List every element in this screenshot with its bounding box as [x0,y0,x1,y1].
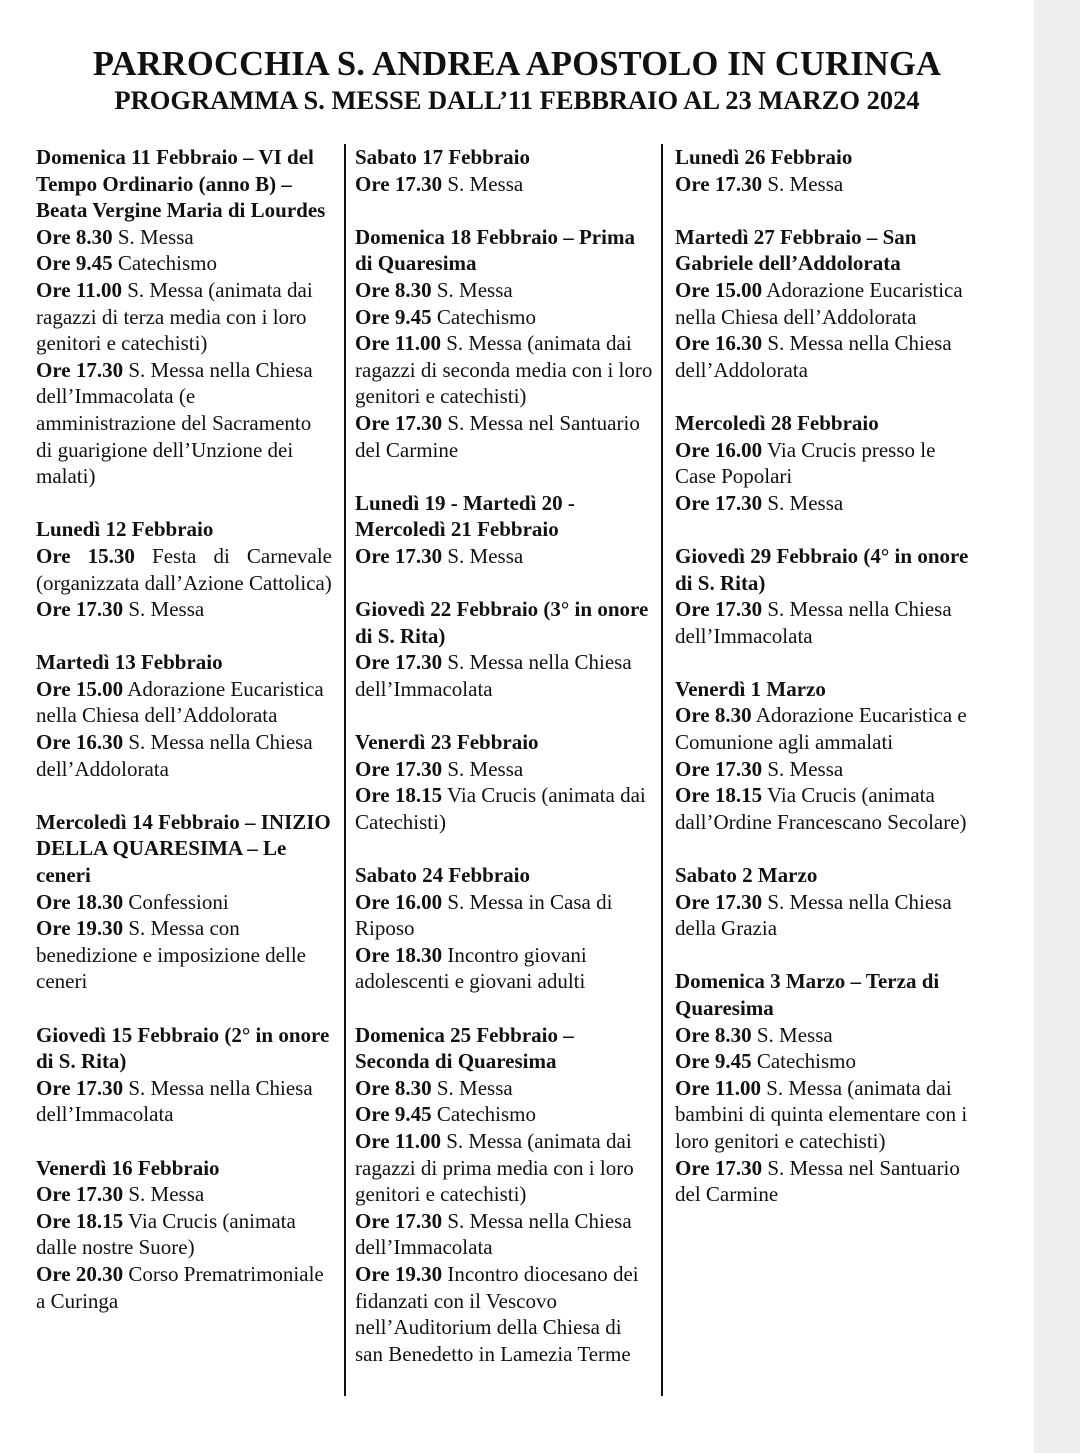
entry-line [675,596,975,649]
entry-line [36,889,332,916]
entry-description: Via Crucis (animata dall’Ordine Francescano Secolare) [675,783,967,834]
entry-description: Catechismo [431,304,537,329]
entry-line [355,1208,653,1261]
schedule-entry [355,224,653,463]
schedule-column-1 [36,144,332,1341]
schedule-entry [675,968,975,1207]
entry-time: Ore 19.30 [36,916,124,941]
entry-time: Ore 8.30 [355,277,432,302]
schedule-entry [675,224,975,384]
entry-time: Ore 9.45 [36,251,113,276]
entry-line [36,1261,332,1314]
entry-day-heading: Sabato 24 Febbraio [355,863,531,888]
entry-day-heading: Domenica 25 Febbraio – Seconda di Quaresima [355,1022,574,1074]
entry-time: Ore 9.45 [675,1049,752,1074]
entry-day-heading: Domenica 3 Marzo – Terza di Quaresima [675,969,940,1020]
entry-description: Adorazione Eucaristica e Comunione agli ammalati [675,703,967,755]
entry-day-heading: Domenica 11 Febbraio – VI del Tempo Ordinario (anno B) – Beata Vergine Maria di Lourdes [36,145,326,223]
schedule-entry [355,729,653,835]
schedule-entry [355,596,653,702]
schedule-column-3 [675,144,975,1234]
entry-description: Adorazione Eucaristica nella Chiesa dell’Addolorata [36,676,324,728]
entry-line [675,782,975,835]
entry-time: Ore 17.30 [355,410,443,435]
entry-day-heading: Mercoledì 28 Febbraio [675,410,879,435]
schedule-column-2 [355,144,653,1394]
entry-description: S. Messa nel Santuario del Carmine [355,410,640,462]
schedule-entry [355,862,653,995]
entry-line [675,437,975,490]
entry-line [675,889,975,942]
entry-line [355,410,653,463]
document-header [0,44,1034,116]
entry-day-heading: Martedì 13 Febbraio [36,650,223,675]
entry-time: Ore 17.30 [675,490,763,515]
entry-description: Catechismo [431,1102,537,1127]
entry-description: S. Messa [431,277,513,302]
entry-line [355,277,653,304]
entry-time: Ore 18.15 [675,783,763,808]
entry-day-heading: Venerdì 16 Febbraio [36,1155,220,1180]
schedule-entry [36,809,332,995]
entry-time: Ore 17.30 [675,889,763,914]
entry-time: Ore 17.30 [36,1075,124,1100]
column-divider [661,144,663,1396]
entry-description: S. Messa (animata dai ragazzi di seconda media con i loro genitori e catechisti) [355,331,653,409]
entry-line [36,596,332,623]
entry-day-heading: Sabato 2 Marzo [675,863,818,888]
entry-description: S. Messa [762,490,844,515]
entry-description: S. Messa nella Chiesa dell’Immacolata [355,650,632,701]
entry-description: S. Messa in Casa di Riposo [355,889,613,941]
entry-day-heading: Venerdì 1 Marzo [675,676,826,701]
entry-description: S. Messa (animata dai ragazzi di prima media con i loro genitori e catechisti) [355,1128,634,1207]
entry-time: Ore 17.30 [355,650,443,675]
entry-day-heading: Sabato 17 Febbraio [355,145,531,169]
entry-description: S. Messa nella Chiesa dell’Immacolata [675,597,952,648]
entry-description: Via Crucis presso le Case Popolari [675,437,936,489]
entry-time: Ore 11.00 [675,1075,761,1100]
entry-line [355,782,653,835]
entry-description: S. Messa (animata dai ragazzi di terza media con i loro genitori e catechisti) [36,277,313,356]
schedule-entry [355,490,653,570]
entry-day-heading: Giovedì 29 Febbraio (4° in onore di S. Rita) [675,543,969,595]
entry-day-heading: Lunedì 12 Febbraio [36,517,214,542]
entry-line [675,756,975,783]
entry-line [355,1128,653,1208]
entry-time: Ore 17.30 [675,597,763,622]
entry-description: Festa di Carnevale (organizzata dall’Azione Cattolica) [36,543,332,595]
parish-title: PARROCCHIA S. ANDREA APOSTOLO IN CURINGA [92,45,942,83]
entry-time: Ore 17.30 [355,756,443,781]
entry-day-heading: Venerdì 23 Febbraio [355,730,539,755]
schedule-entry [36,144,332,490]
entry-line [36,357,332,490]
entry-line [355,1075,653,1102]
entry-description: S. Messa nella Chiesa dell’Addolorata [36,730,313,781]
entry-line [36,676,332,729]
program-subtitle: PROGRAMMA S. MESSE DALL’11 FEBBRAIO AL 23 MARZO 2024 [114,85,920,115]
entry-time: Ore 16.30 [36,730,124,755]
entry-line [355,889,653,942]
entry-time: Ore 11.00 [36,277,122,302]
entry-day-heading: Lunedì 19 - Martedì 20 - Mercoledì 21 Febbraio [355,490,575,542]
schedule-entry [675,676,975,836]
schedule-entry [36,516,332,622]
entry-description: S. Messa [442,543,524,568]
entry-description: S. Messa nella Chiesa dell’Immacolata [36,1075,313,1127]
entry-description: Via Crucis (animata dai Catechisti) [355,783,646,834]
entry-description: S. Messa [442,756,524,781]
entry-time: Ore 9.45 [355,304,432,329]
entry-time: Ore 15.00 [675,277,763,302]
entry-day-heading: Giovedì 15 Febbraio (2° in onore di S. Rita) [36,1022,330,1074]
entry-time: Ore 18.30 [36,889,124,914]
entry-description: S. Messa [112,224,194,249]
entry-line [675,1048,975,1075]
entry-day-heading: Giovedì 22 Febbraio (3° in onore di S. Rita) [355,597,649,648]
entry-day-heading: Martedì 27 Febbraio – San Gabriele dell’Addolorata [675,224,917,276]
entry-description: Via Crucis (animata dalle nostre Suore) [36,1208,296,1260]
entry-line [36,1181,332,1208]
entry-description: S. Messa (animata dai bambini di quinta elementare con i loro genitori e catechisti) [675,1075,968,1153]
schedule-entry [675,862,975,942]
entry-day-heading: Mercoledì 14 Febbraio – INIZIO DELLA QUARESIMA – Le ceneri [36,809,331,888]
schedule-entry [675,543,975,649]
entry-line [675,277,975,330]
entry-time: Ore 17.30 [36,1182,124,1207]
entry-description: Incontro diocesano dei fidanzati con il Vescovo nell’Auditorium della Chiesa di san Benedetto in Lamezia Terme [355,1261,639,1366]
entry-description: S. Messa [123,597,205,622]
entry-description: Confessioni [123,889,229,914]
entry-line [36,915,332,995]
entry-line [355,1101,653,1128]
schedule-entry [36,1155,332,1315]
entry-time: Ore 17.30 [675,756,763,781]
entry-description: S. Messa nella Chiesa dell’Immacolata [355,1208,632,1260]
entry-description: S. Messa [751,1022,833,1047]
entry-description: S. Messa [431,1075,513,1100]
entry-day-heading: Domenica 18 Febbraio – Prima di Quaresima [355,224,635,276]
entry-description: Catechismo [751,1049,857,1074]
entry-line [36,1075,332,1128]
entry-line [36,543,332,596]
entry-time: Ore 18.15 [355,783,443,808]
column-divider [344,144,346,1396]
page-margin-strip [1034,0,1080,1453]
entry-time: Ore 17.30 [36,357,124,382]
entry-line [675,1075,975,1155]
entry-time: Ore 8.30 [355,1075,432,1100]
entry-time: Ore 16.00 [355,889,443,914]
entry-time: Ore 17.30 [355,543,443,568]
entry-time: Ore 19.30 [355,1261,443,1286]
schedule-entry [36,649,332,782]
entry-line [355,942,653,995]
entry-time: Ore 15.00 [36,676,124,701]
entry-line [675,490,975,517]
entry-time: Ore 17.30 [675,1155,763,1180]
entry-description: S. Messa con benedizione e imposizione delle ceneri [36,916,306,994]
schedule-entry [675,144,975,197]
entry-description: S. Messa nella Chiesa dell’Addolorata [675,331,952,382]
schedule-entry [355,1022,653,1368]
entry-description: S. Messa nella Chiesa della Grazia [675,889,952,941]
entry-description: Corso Prematrimoniale a Curinga [36,1261,324,1313]
entry-line [355,1261,653,1367]
entry-line [675,1022,975,1049]
entry-time: Ore 20.30 [36,1261,124,1286]
entry-description: Catechismo [112,251,218,276]
schedule-entry [675,410,975,516]
entry-time: Ore 16.30 [675,331,763,356]
entry-line [675,171,975,198]
entry-time: Ore 11.00 [355,1128,441,1153]
entry-time: Ore 17.30 [355,1208,443,1233]
entry-time: Ore 17.30 [675,171,763,196]
entry-line [355,543,653,570]
entry-time: Ore 18.30 [355,942,443,967]
entry-time: Ore 17.30 [355,171,443,196]
entry-description: S. Messa [762,171,844,196]
entry-line [36,729,332,782]
entry-time: Ore 8.30 [675,703,752,728]
entry-time: Ore 11.00 [355,331,441,356]
entry-description: S. Messa [442,171,524,196]
schedule-entry [36,1022,332,1128]
entry-description: Incontro giovani adolescenti e giovani adulti [355,942,587,994]
entry-day-heading: Lunedì 26 Febbraio [675,145,853,169]
entry-description: Adorazione Eucaristica nella Chiesa dell’Addolorata [675,277,963,329]
entry-line [675,330,975,383]
schedule-entry [355,144,653,197]
entry-description: S. Messa nella Chiesa dell’Immacolata (e amministrazione del Sacramento di guarigione dell’Unzione dei malati) [36,357,313,489]
entry-time: Ore 16.00 [675,437,763,462]
entry-line [355,171,653,198]
entry-line [355,649,653,702]
entry-line [36,250,332,277]
entry-time: Ore 18.15 [36,1208,124,1233]
entry-description: S. Messa [762,756,844,781]
entry-line [36,224,332,251]
entry-time: Ore 9.45 [355,1102,432,1127]
entry-line [355,756,653,783]
entry-time: Ore 17.30 [36,597,124,622]
entry-description: S. Messa nel Santuario del Carmine [675,1155,960,1207]
entry-time: Ore 8.30 [36,224,113,249]
entry-line [355,304,653,331]
entry-line [675,702,975,755]
entry-time: Ore 8.30 [675,1022,752,1047]
entry-line [355,330,653,410]
entry-time: Ore 15.30 [36,543,135,568]
entry-description: S. Messa [123,1182,205,1207]
entry-line [36,1208,332,1261]
entry-line [675,1155,975,1208]
entry-line [36,277,332,357]
